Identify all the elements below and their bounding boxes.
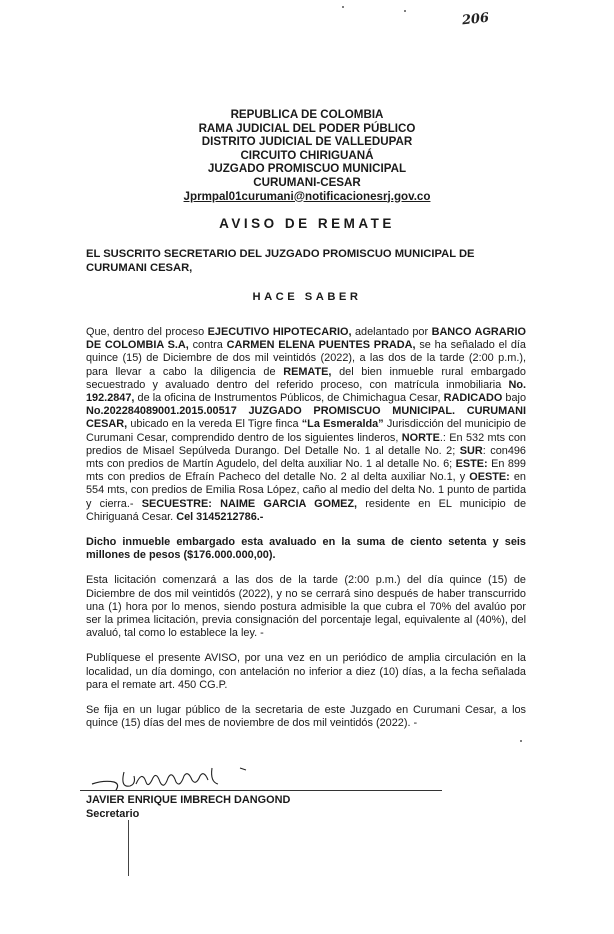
bold-run: REMATE, (283, 365, 332, 378)
header-line-5: JUZGADO PROMISCUO MUNICIPAL (207, 162, 407, 176)
text-run: se ha señalado el día quince (15) de Diciembre de dos mil veintidós (2022), a las dos de la tarde (2:00 p.m.), para llevar a cabo la diligencia de (86, 339, 526, 378)
paragraph-licitacion: Esta licitación comenzará a las dos de la tarde (2:00 p.m.) del día quince (15) de Diciembre de dos mil veintidós (2022), y no se cerrará sino después de haber transcurrido una (1) hora por lo menos, siendo postura admisible la que cubra el 70% del avalúo por ser la primea licitación, previa consignación del porcentaje legal, equivalente al (40%), del avaluó, tal como lo establece la ley. - (86, 574, 526, 640)
signer-name: JAVIER ENRIQUE IMBRECH DANGOND (86, 794, 291, 806)
signer-role: Secretario (86, 807, 140, 820)
signature-stroke (128, 820, 129, 876)
text-run: en 554 mts, con predios de Emilia Rosa López, caño al medio del delta No. 1 punto de partida y cierra.- (86, 471, 526, 510)
text-run: residente en EL municipio de Chiriguaná Cesar. (86, 497, 526, 523)
paragraph-avaluo: Dicho inmueble embargado esta avaluado en la suma de ciento setenta y seis millones de pesos ($176.000.000,00). (86, 536, 526, 562)
paragraph-proceso (86, 326, 526, 524)
signature-line (80, 790, 442, 791)
paragraph-publiquese: Publíquese el presente AVISO, por una vez en un periódico de amplia circulación en la localidad, un día domingo, con antelación no inferior a diez (10) días, a la fecha señalada para el remate art. 450 CG.P. (86, 652, 526, 691)
intro-statement: EL SUSCRITO SECRETARIO DEL JUZGADO PROMISCUO MUNICIPAL DE CURUMANI CESAR, (86, 248, 475, 274)
text-run: En 899 mts con predios de Efraín Pacheco del detalle No. 2 al delta auxiliar No.1, y (86, 458, 526, 484)
header-line-1: REPUBLICA DE COLOMBIA (230, 108, 384, 121)
bold-run: No. 192.2847, (86, 378, 526, 405)
notice-title: AVISO DE REMATE (219, 216, 395, 231)
bold-run: EJECUTIVO HIPOTECARIO, (207, 326, 352, 338)
speck (404, 10, 406, 12)
bold-run: CARMEN ELENA PUENTES PRADA, (226, 339, 416, 352)
text-run: contra (188, 339, 227, 352)
bold-run: SECUESTRE: NAIME GARCIA GOMEZ, (141, 497, 358, 510)
folio-number: 206 (461, 10, 490, 29)
court-header (0, 108, 614, 203)
text-run: del bien inmueble rural embargado secuestrado y avaluado dentro del referido proceso, con matrícula inmobiliaria (86, 365, 526, 391)
text-run: bajo (502, 392, 527, 405)
notice-body (86, 326, 526, 742)
bold-run: “La Esmeralda” (301, 418, 384, 431)
header-line-3: DISTRITO JUDICIAL DE VALLEDUPAR (201, 135, 413, 149)
text-run: ubicado en la vereda El Tigre finca (127, 418, 302, 431)
text-run: Jurisdicción del municipio de Curumani Cesar, comprendido dentro de los siguientes linderos, (86, 418, 526, 444)
bold-run: SUR (459, 444, 483, 457)
bold-run: OESTE: (469, 471, 510, 484)
paragraph-fijacion: Se fija en un lugar público de la secretaria de este Juzgado en Curumani Cesar, a los quince (15) días del mes de noviembre de dos mil veintidós (2022). - (86, 704, 526, 730)
signer-block (86, 794, 290, 821)
court-email: Jprmpal01curumani@notificacionesrj.gov.co (183, 189, 431, 203)
hace-saber-heading: HACE SABER (252, 291, 362, 303)
bold-run: RADICADO (443, 392, 503, 405)
bold-run: BANCO AGRARIO DE COLOMBIA S.A, (86, 326, 527, 352)
header-line-6: CURUMANI-CESAR (253, 175, 361, 189)
header-line-4: CIRCUITO CHIRIGUANÁ (240, 148, 374, 162)
bold-run: NORTE (401, 431, 440, 444)
text-run: .: En 532 mts con predios de Misael Sepúlveda Durango. Del Detalle No. 1 al detalle No. 2; (86, 431, 526, 457)
text-run: : con496 mts con predios de Martín Agudelo, del delta auxiliar No. 1 al detalle No. 6; (86, 444, 526, 471)
text-run: Que, dentro del proceso (86, 326, 208, 338)
text-run: de la oficina de Instrumentos Públicos, de Chimichagua Cesar, (134, 392, 444, 405)
text-run: adelantado por (351, 326, 432, 338)
bold-run: Cel 3145212786.- (176, 510, 264, 523)
header-line-2: RAMA JUDICIAL DEL PODER PÚBLICO (198, 121, 416, 135)
speck (342, 6, 344, 8)
bold-run: No.202284089001.2015.00517 JUZGADO PROMISCUO MUNICIPAL. CURUMANI CESAR, (86, 405, 526, 431)
bold-run: ESTE: (455, 458, 488, 471)
speck (520, 740, 522, 742)
